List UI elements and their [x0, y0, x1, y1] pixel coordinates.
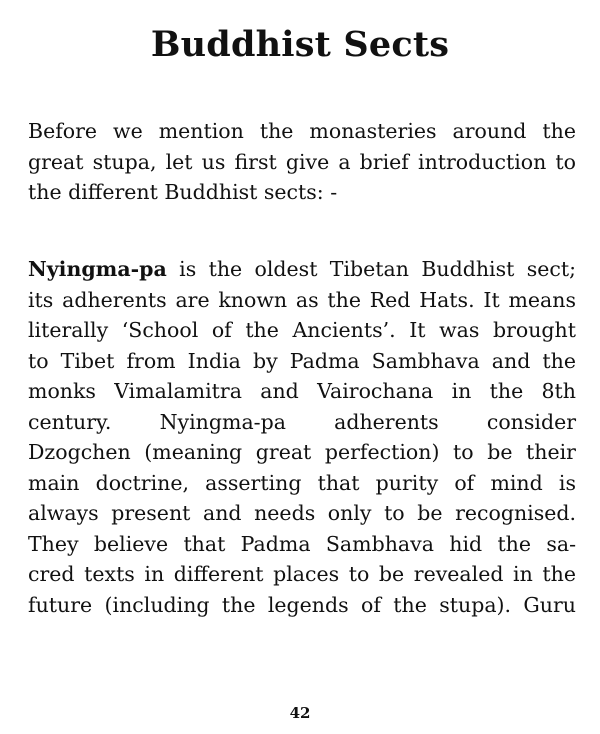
nyingma-line-1-rest: is the oldest Tibetan Buddhist sect; [166, 257, 576, 281]
nyingma-line-7: Dzogchen (meaning great perfection) to be their [28, 440, 576, 464]
intro-paragraph [28, 116, 576, 208]
nyingma-paragraph [28, 254, 576, 620]
nyingma-line-9: always present and needs only to be recognised. [28, 501, 576, 525]
nyingma-line-5: monks Vimalamitra and Vairochana in the 8th [28, 379, 576, 403]
nyingma-line-12: future (including the legends of the stupa). Guru [28, 592, 576, 617]
nyingma-line-4: to Tibet from India by Padma Sambhava and the [28, 348, 576, 373]
nyingma-line-6: century. Nyingma-pa adherents consider [28, 409, 576, 434]
nyingma-line-8: main doctrine, asserting that purity of mind is [28, 470, 576, 495]
nyingma-line-10: They believe that Padma Sambhava hid the sa- [28, 531, 576, 556]
page-title: Buddhist Sects [150, 24, 450, 65]
nyingma-line-11: cred texts in different places to be revealed in the [28, 562, 576, 586]
sect-name-term: Nyingma-pa [28, 257, 167, 281]
intro-line-1: Before we mention the monasteries around the [28, 119, 576, 143]
nyingma-line-1 [28, 254, 576, 285]
page-number: 42 [289, 704, 311, 722]
nyingma-line-3: literally ‘School of the Ancients’. It was brought [28, 318, 576, 342]
intro-line-3: the different Buddhist sects: - [28, 180, 338, 204]
nyingma-line-2: its adherents are known as the Red Hats. It means [28, 287, 576, 312]
intro-line-2: great stupa, let us first give a brief introduction to [28, 149, 576, 174]
